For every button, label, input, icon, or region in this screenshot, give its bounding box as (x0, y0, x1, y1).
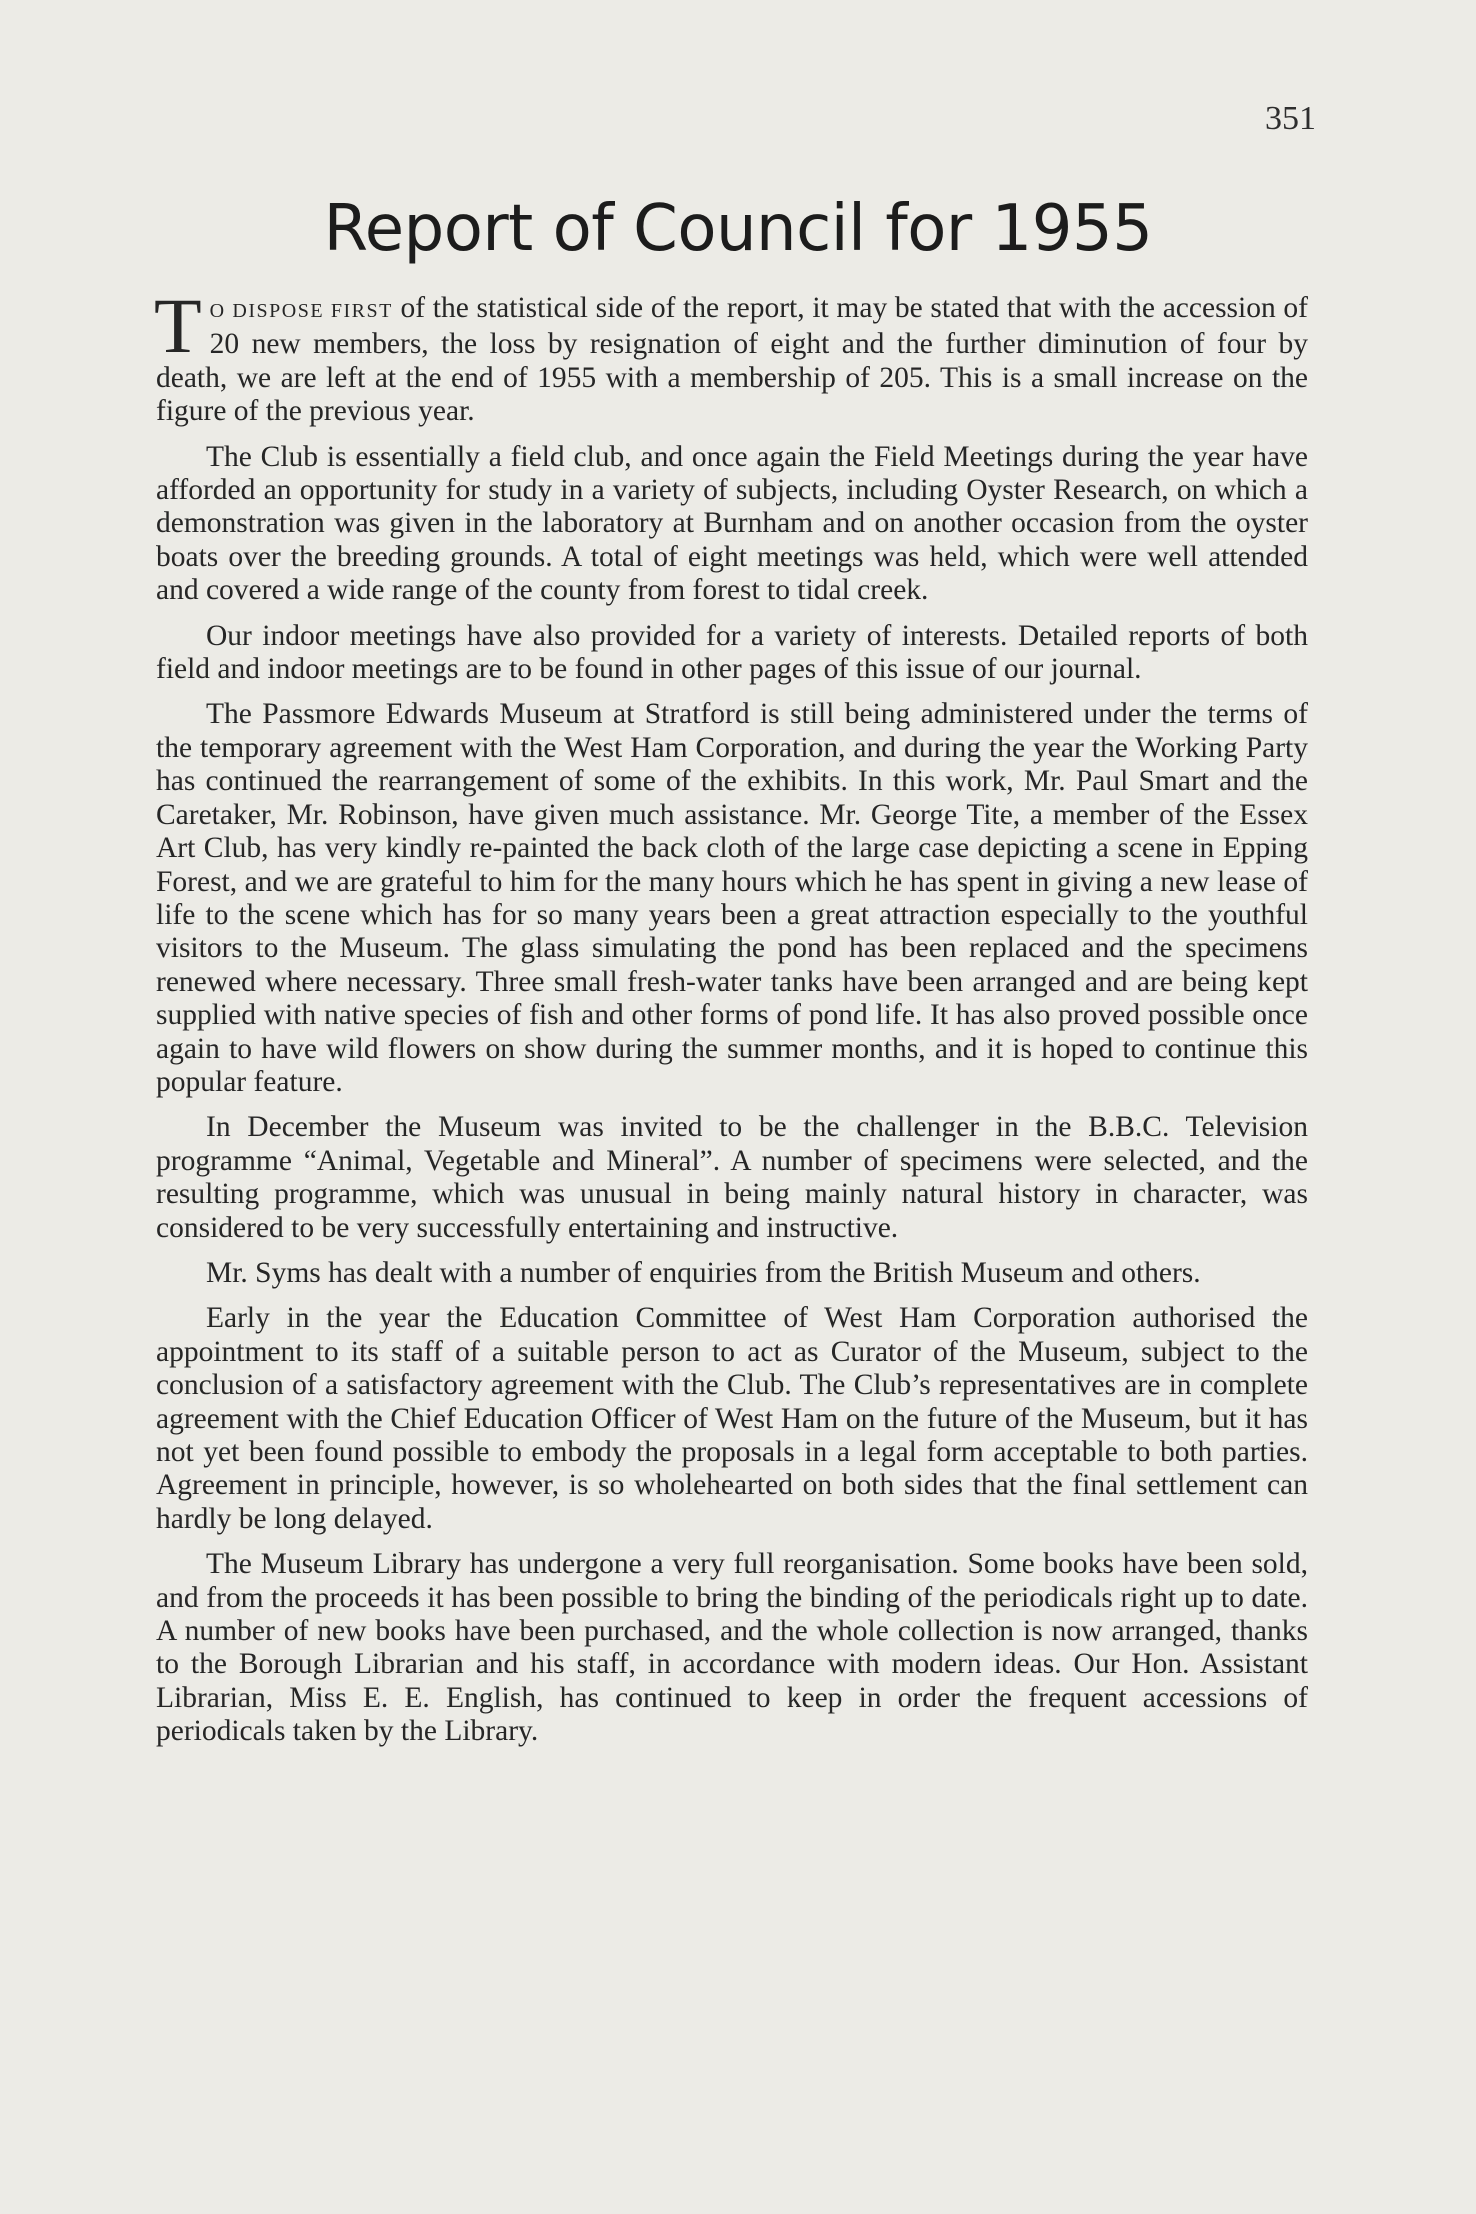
report-body (154, 282, 1308, 1761)
paragraph-museum: The Passmore Edwards Museum at Stratford is still being administered under the terms of the temporary agreement with the West Ham Corporation, and during the year the Working Party has continued the rearrangement of some of the exhibits. In this work, Mr. Paul Smart and the Caretaker, Mr. Robinson, have given much assistance. Mr. George Tite, a member of the Essex Art Club, has very kindly re-painted the back cloth of the large case depicting a scene in Epping Forest, and we are grateful to him for the many hours which he has spent in giving a new lease of life to the scene which has for so many years been a great attraction especially to the youthful visitors to the Museum. The glass simulating the pond has been replaced and the specimens renewed where necessary. Three small fresh-water tanks have been arranged and are being kept supplied with native species of fish and other forms of pond life. It has also proved possible once again to have wild flowers on show during the summer months, and it is hoped to continue this popular feature. (156, 698, 1308, 1098)
small-caps-opening: O DISPOSE FIRST (209, 300, 393, 322)
paragraph-text: of the statistical side of the report, it may be stated that with the accession of 20 new members, the loss by resignation of eight and the further diminution of four by death, we are left at the end of 1955 with a membership of 205. This is a small increase on the figure of the previous year. (156, 292, 1308, 428)
paragraph-membership (154, 282, 1308, 429)
page-number: 351 (1265, 100, 1316, 137)
paragraph-field-meetings: The Club is essentially a field club, and once again the Field Meetings during the year have afforded an opportunity for study in a variety of subjects, including Oyster Research, on which a demonstration was given in the laboratory at Burnham and on another occasion from the oyster boats over the breeding grounds. A total of eight meetings was held, which were well attended and covered a wide range of the county from forest to tidal creek. (156, 440, 1308, 607)
paragraph-indoor-meetings: Our indoor meetings have also provided for a variety of interests. Detailed reports of both field and indoor meetings are to be found in other pages of this issue of our journal. (156, 619, 1308, 686)
drop-cap: T (154, 282, 202, 369)
page-title: Report of Council for 1955 (323, 192, 1153, 266)
paragraph-library: The Museum Library has undergone a very full reorganisation. Some books have been sold, and from the proceeds it has been possible to bring the binding of the periodicals right up to date. A number of new books have been purchased, and the whole collection is now arranged, thanks to the Borough Librarian and his staff, in accordance with modern ideas. Our Hon. Assistant Librarian, Miss E. E. English, has continued to keep in order the frequent accessions of periodicals taken by the Library. (156, 1548, 1308, 1748)
paragraph-television: In December the Museum was invited to be the challenger in the B.B.C. Television programme “Animal, Vegetable and Mineral”. A number of specimens were selected, and the resulting programme, which was unusual in being mainly natural history in character, was considered to be very successfully entertaining and instructive. (156, 1111, 1308, 1244)
paragraph-curator: Early in the year the Education Committee of West Ham Corporation authorised the appointment to its staff of a suitable person to act as Curator of the Museum, subject to the conclusion of a satisfactory agreement with the Club. The Club’s representatives are in complete agreement with the Chief Education Officer of West Ham on the future of the Museum, but it has not yet been found possible to embody the proposals in a legal form acceptable to both parties. Agreement in principle, however, is so wholehearted on both sides that the final settlement can hardly be long delayed. (156, 1302, 1308, 1535)
paragraph-enquiries: Mr. Syms has dealt with a number of enquiries from the British Museum and others. (206, 1256, 1201, 1289)
